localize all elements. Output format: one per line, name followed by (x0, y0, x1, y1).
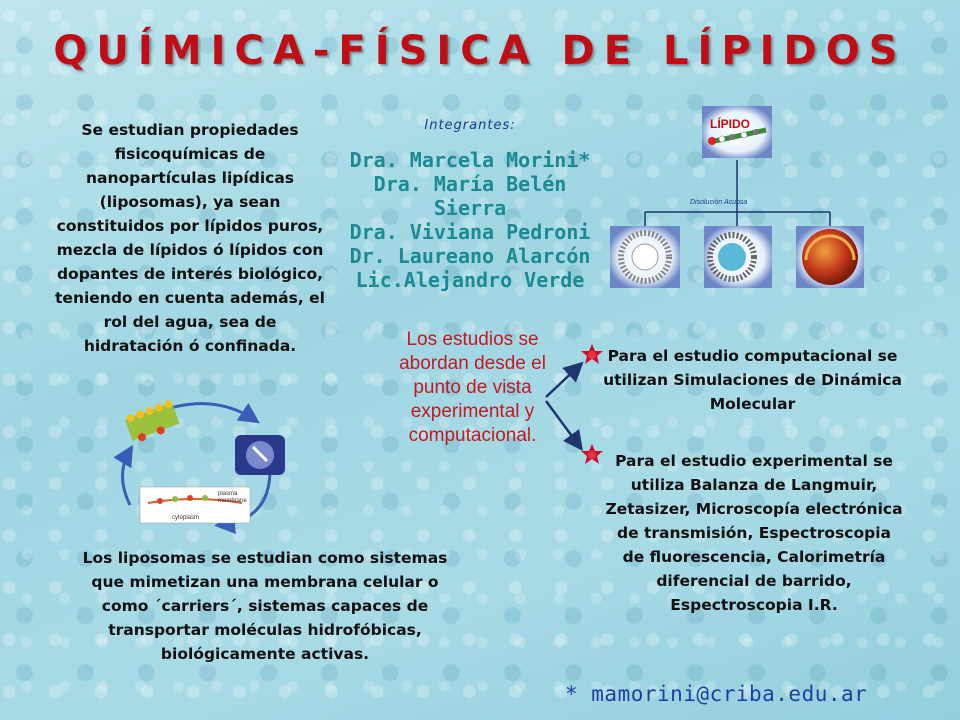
cell-membrane-illustration (110, 395, 310, 535)
computational-text: Para el estudio computacional se utilizan Simulaciones de Dinámica Molecular (603, 347, 902, 413)
contact-email[interactable]: * mamorini@criba.edu.ar (565, 682, 868, 706)
lipid-molecule-image (702, 106, 772, 158)
member-name: Dr. Laureano Alarcón (349, 244, 591, 268)
vesicle-image (704, 226, 772, 288)
member-name: Sierra (433, 196, 507, 220)
member-name: Dra. Marcela Morini* (349, 148, 591, 172)
bilayer-image (124, 399, 181, 444)
member-name: Lic.Alejandro Verde (355, 268, 585, 292)
cytoplasm-label: cytoplasm (172, 515, 200, 521)
arrow-experimental (546, 401, 580, 447)
page-title: QUÍMICA-FÍSICA DE LÍPIDOS (53, 28, 907, 74)
cell-image (235, 435, 285, 475)
membrane-diagram (140, 487, 250, 523)
arrow-computational (546, 365, 580, 397)
experimental-text: Para el estudio experimental se utiliza Balanza de Langmuir, Zetasizer, Microscopía electrónica de transmisión, Espectroscopia de fluorescencia, Calorimetría diferencial de barrido, Espectroscopia I.R. (605, 452, 903, 614)
membrane-label: membrane (218, 498, 247, 504)
member-name: Dra. Viviana Pedroni (349, 220, 591, 244)
lipid-diagram (600, 100, 890, 300)
liposome-image (796, 226, 864, 288)
lipido-label: LÍPIDO (710, 117, 751, 131)
liposomes-paragraph: Los liposomas se estudian como sistemas que mimetizan una membrana celular o como ´carriers´, sistemas capaces de transportar moléculas hidrofóbicas, biológicamente activas. (82, 549, 448, 663)
members-list (335, 148, 605, 292)
disolucion-label: Disolución Acuosa (690, 199, 748, 206)
micelle-image (610, 226, 680, 288)
intro-paragraph: Se estudian propiedades fisicoquímicas de nanopartículas lipídicas (liposomas), ya sean constituidos por lípidos puros, mezcla de lípidos ó lípidos con dopantes de interés biológico, teniendo en cuenta además, el rol del agua, sea de hidratación ó confinada. (55, 121, 325, 355)
integrantes-label: Integrantes: (424, 118, 516, 133)
star-icon (581, 444, 603, 464)
plasma-label: plasma (218, 491, 238, 497)
tree-connectors (645, 160, 830, 226)
member-name: Dra. María Belén (373, 172, 567, 196)
studies-text: Los estudios se abordan desde el punto de vista experimental y computacional. (399, 329, 546, 446)
